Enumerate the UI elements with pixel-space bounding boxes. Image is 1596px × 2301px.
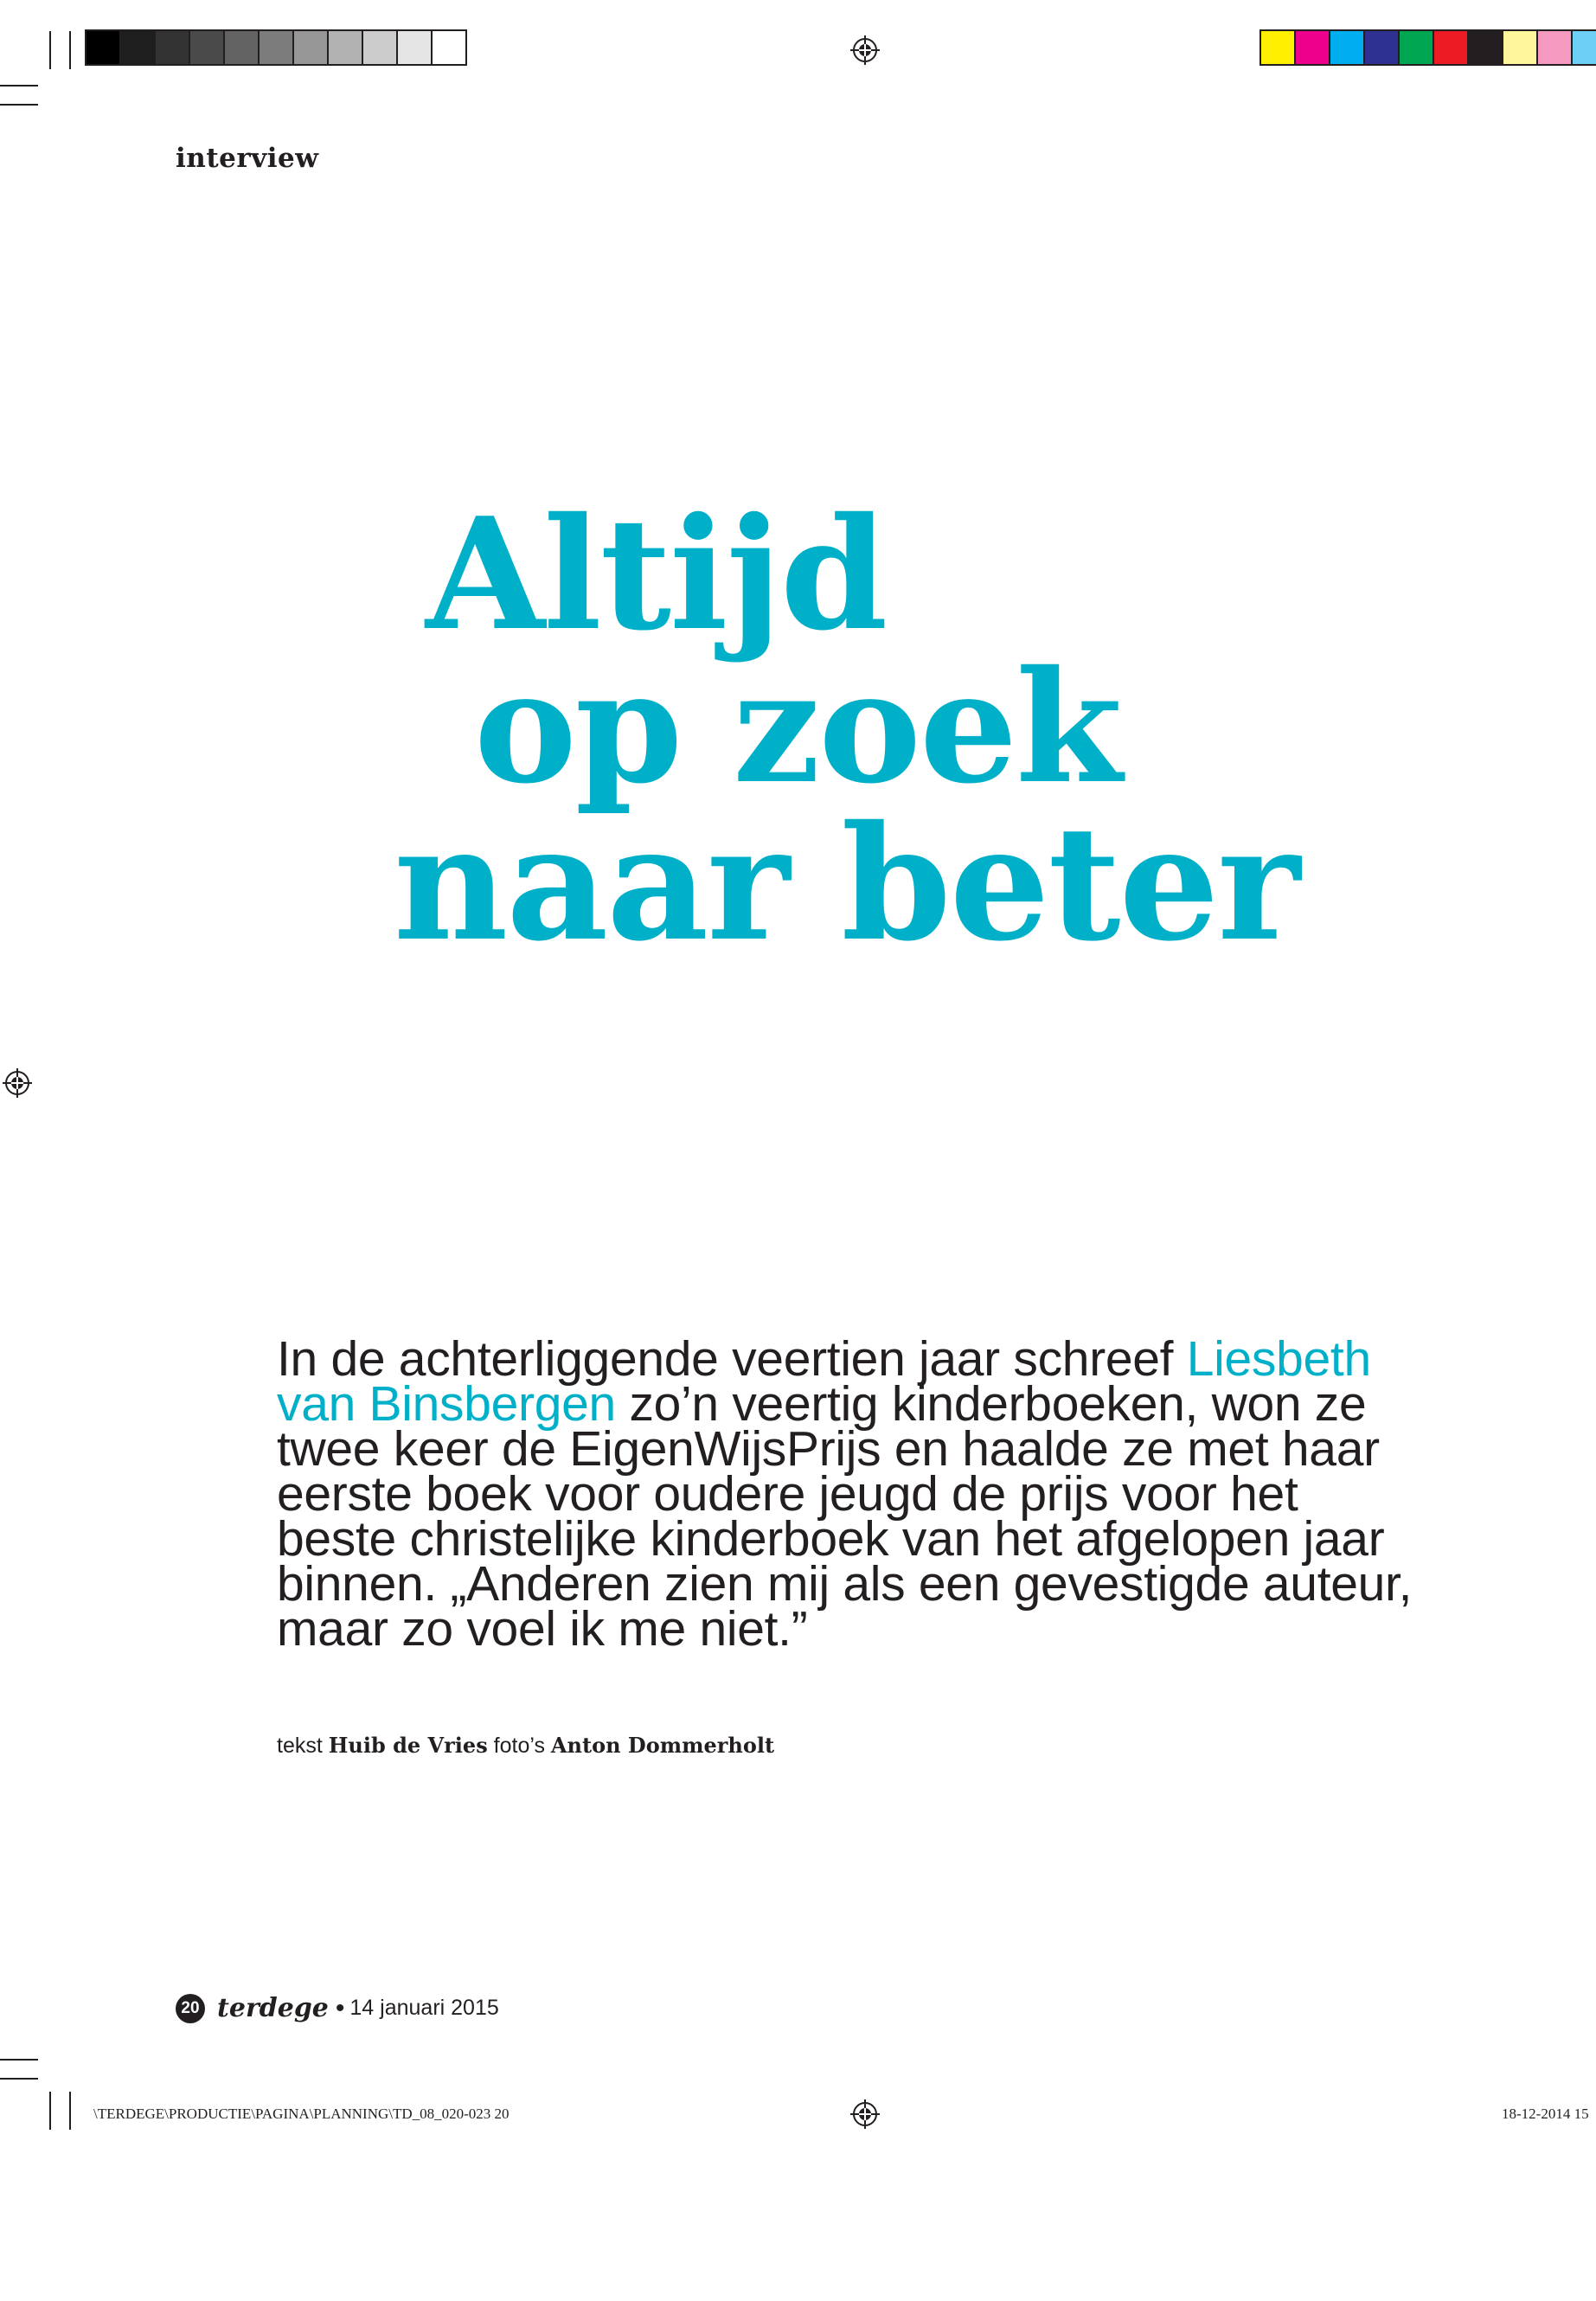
calibration-swatch bbox=[1469, 31, 1503, 64]
crop-mark bbox=[0, 104, 38, 106]
calibration-swatch bbox=[1296, 31, 1330, 64]
calibration-swatch bbox=[1400, 31, 1434, 64]
calibration-swatch bbox=[1538, 31, 1573, 64]
calibration-swatch bbox=[398, 31, 433, 64]
calibration-swatch bbox=[433, 31, 465, 64]
calibration-swatch bbox=[1261, 31, 1296, 64]
crop-mark bbox=[49, 31, 51, 69]
calibration-swatch bbox=[1503, 31, 1538, 64]
intro-line-1 bbox=[277, 1331, 1488, 1387]
text-credit-label: tekst bbox=[277, 1734, 323, 1758]
page-number-badge: 20 bbox=[176, 1994, 205, 2023]
intro-line-7: maar zo voel ik me niet.” bbox=[277, 1601, 808, 1657]
intro-line-4: eerste boek voor oudere jeugd de prijs voor het bbox=[277, 1466, 1298, 1522]
calibration-swatch bbox=[190, 31, 225, 64]
crop-mark bbox=[49, 2092, 51, 2130]
author-name-highlight: Liesbeth bbox=[1186, 1331, 1371, 1387]
byline-credits bbox=[277, 1733, 774, 1759]
crop-mark bbox=[69, 2092, 71, 2130]
calibration-swatch bbox=[1434, 31, 1469, 64]
calibration-swatch bbox=[1573, 31, 1596, 64]
production-slug-path: \TERDEGE\PRODUCTIE\PAGINA\PLANNING\TD_08_020-023 20 bbox=[93, 2106, 510, 2122]
calibration-swatch bbox=[1330, 31, 1365, 64]
registration-mark-icon bbox=[850, 35, 880, 65]
color-calibration-bar bbox=[1259, 29, 1596, 66]
calibration-swatch bbox=[225, 31, 260, 64]
crop-mark bbox=[0, 85, 38, 87]
author-name-highlight: van Binsbergen bbox=[277, 1376, 616, 1432]
calibration-swatch bbox=[329, 31, 363, 64]
issue-date: 14 januari 2015 bbox=[349, 1996, 499, 2020]
footer-bullet: • bbox=[335, 1993, 345, 2022]
registration-mark-icon bbox=[3, 1068, 32, 1098]
crop-mark bbox=[0, 2078, 38, 2080]
magazine-logo: terdege bbox=[217, 1993, 329, 2023]
crop-mark bbox=[69, 31, 71, 69]
intro-line-6: binnen. „Anderen zien mij als een gevestigde auteur, bbox=[277, 1556, 1413, 1612]
intro-text: In de achterliggende veertien jaar schreef bbox=[277, 1331, 1187, 1387]
calibration-swatch bbox=[87, 31, 121, 64]
headline-line-1: Altijd bbox=[426, 484, 887, 664]
headline-line-3: naar beter bbox=[394, 791, 1299, 976]
crop-mark bbox=[0, 2059, 38, 2061]
calibration-swatch bbox=[121, 31, 156, 64]
intro-paragraph bbox=[277, 1331, 1488, 1657]
calibration-swatch bbox=[1365, 31, 1400, 64]
intro-line-2 bbox=[277, 1376, 1488, 1432]
headline-line-2: op zoek bbox=[474, 637, 1121, 817]
calibration-swatch bbox=[156, 31, 190, 64]
section-label: interview bbox=[176, 143, 319, 174]
gray-calibration-bar bbox=[85, 29, 467, 66]
intro-text: zo’n veertig kinderboeken, won ze bbox=[615, 1376, 1367, 1432]
intro-line-3: twee keer de EigenWijsPrijs en haalde ze met haar bbox=[277, 1421, 1380, 1477]
page-footer bbox=[176, 1993, 499, 2023]
intro-line-5: beste christelijke kinderboek van het afgelopen jaar bbox=[277, 1511, 1385, 1567]
text-credit-author: Huib de Vries bbox=[328, 1733, 488, 1758]
production-slug-timestamp: 18-12-2014 15 bbox=[1502, 2106, 1589, 2122]
photo-credit-author: Anton Dommerholt bbox=[550, 1733, 775, 1758]
registration-mark-icon bbox=[850, 2099, 880, 2129]
calibration-swatch bbox=[260, 31, 294, 64]
calibration-swatch bbox=[294, 31, 329, 64]
photo-credit-label: foto’s bbox=[493, 1734, 545, 1758]
calibration-swatch bbox=[363, 31, 398, 64]
